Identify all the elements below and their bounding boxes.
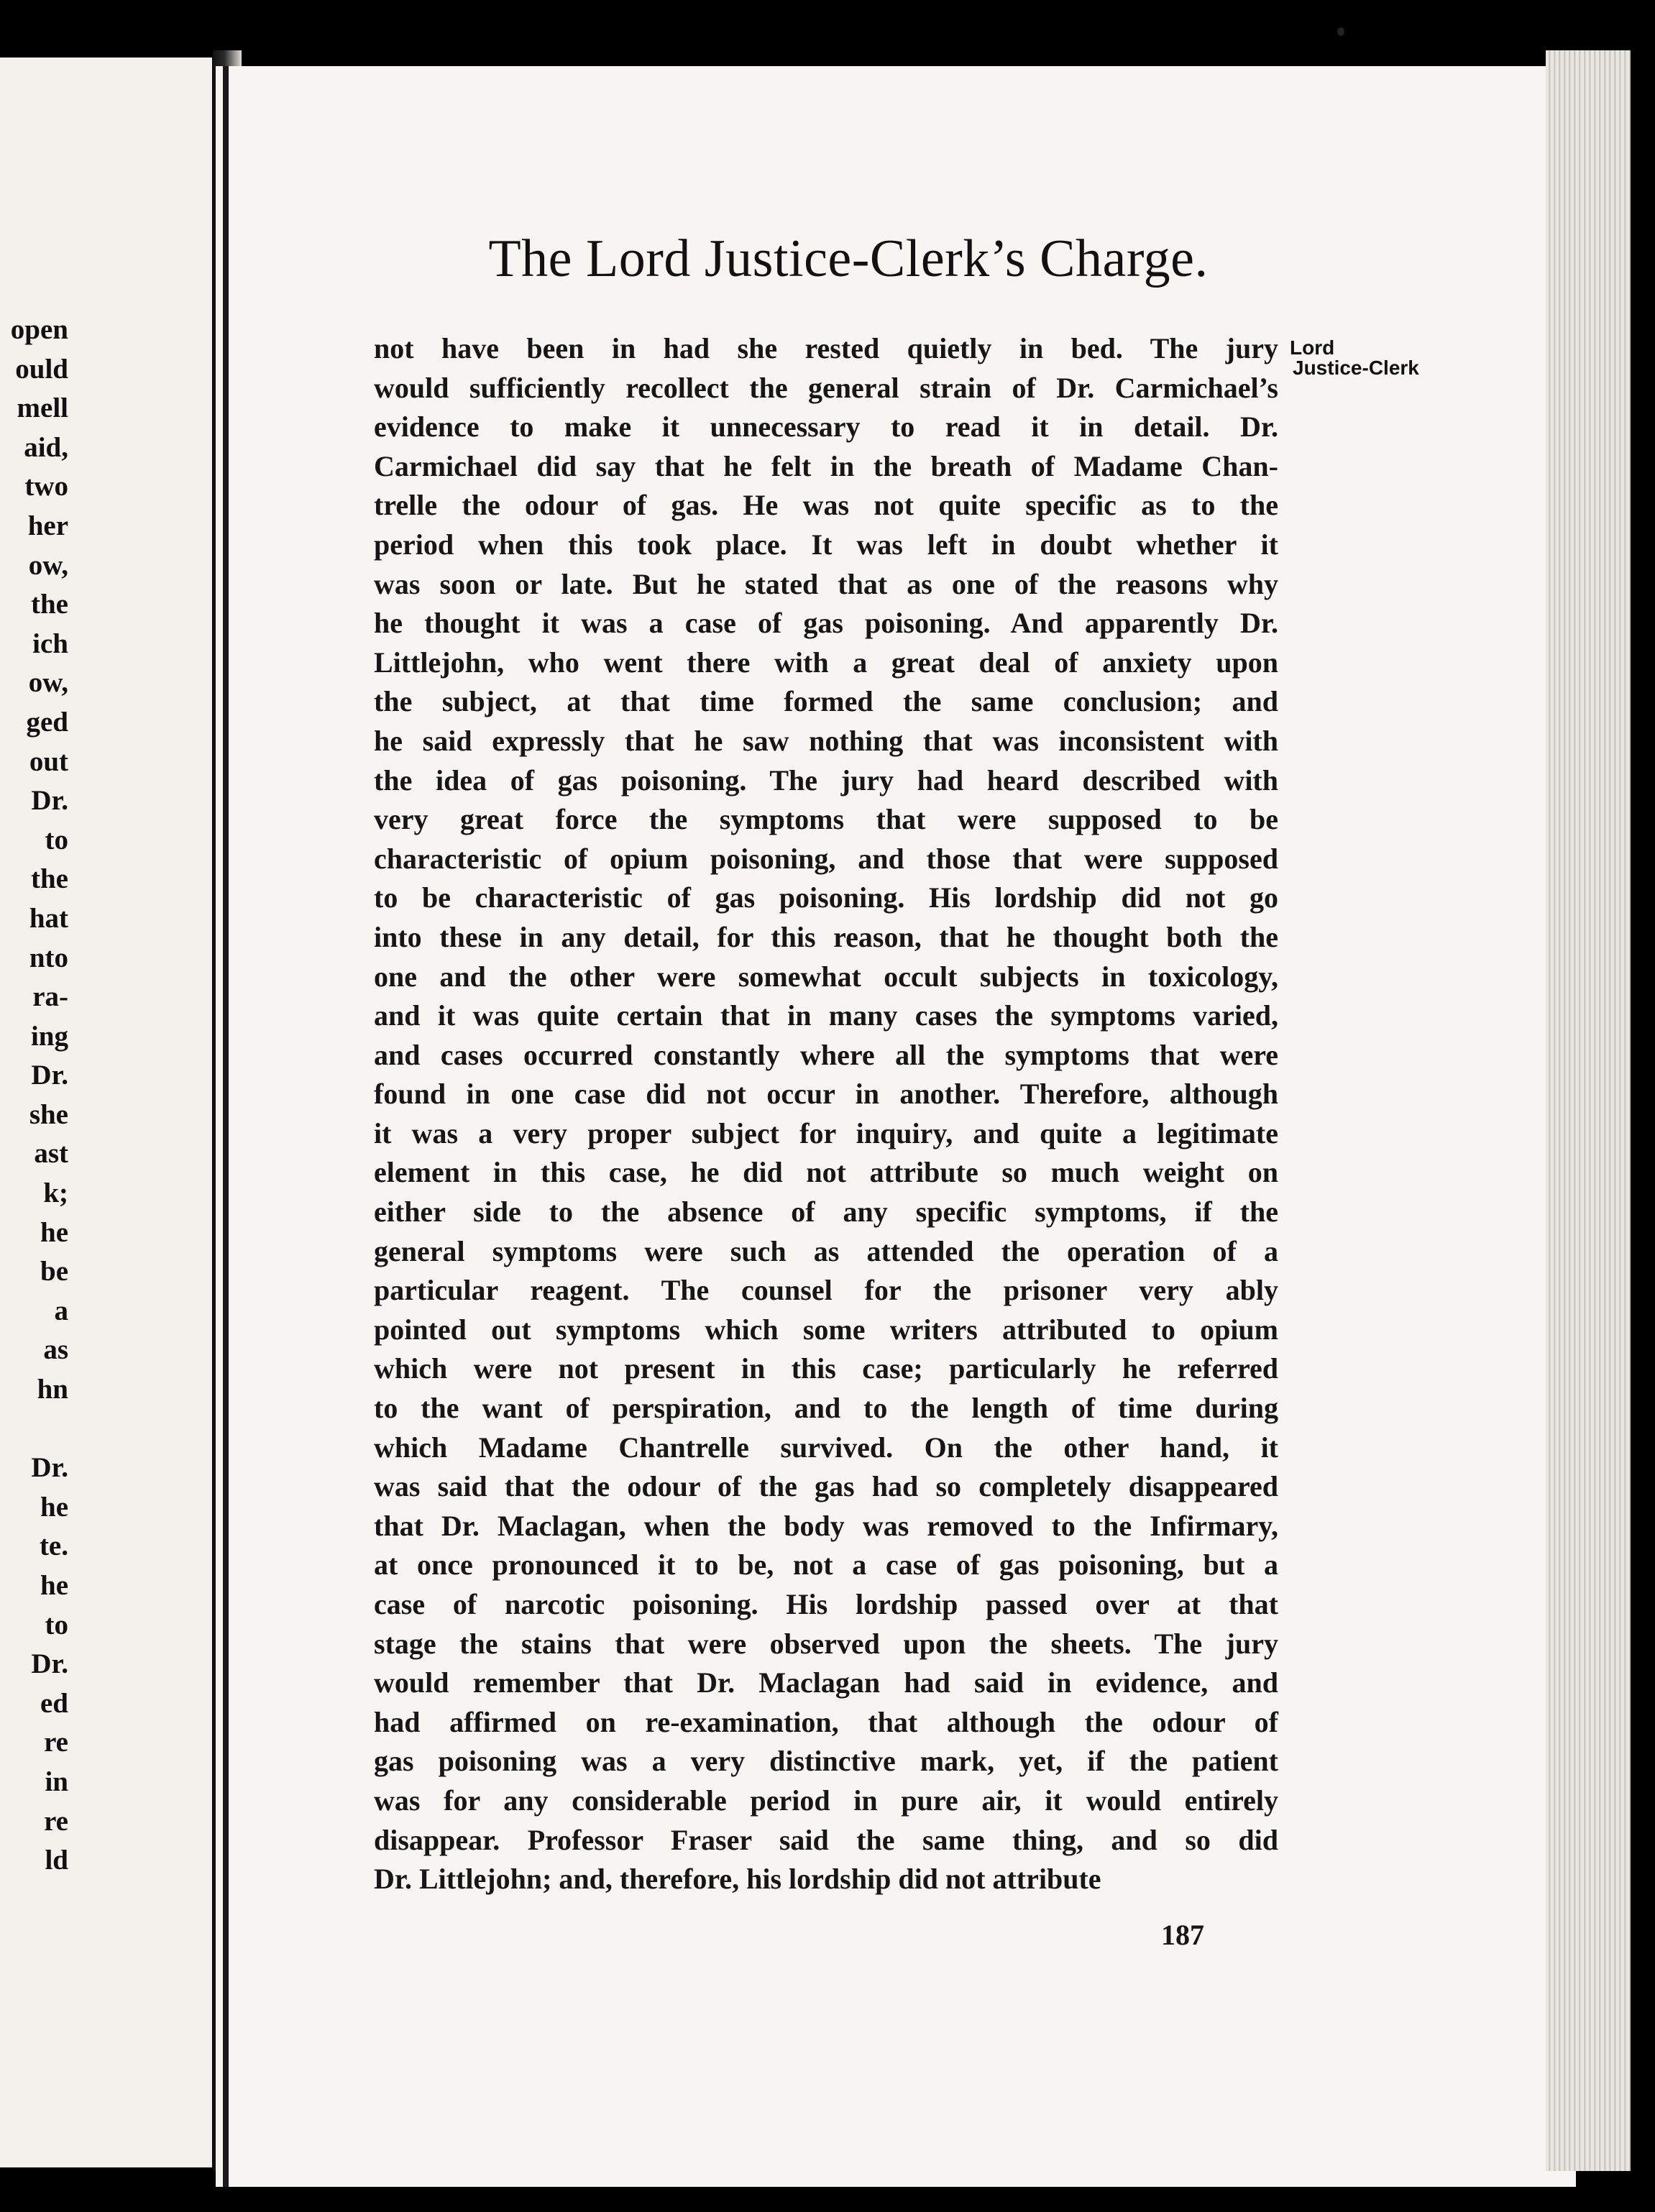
text-line: he said expressly that he saw nothing that was inconsistent with	[374, 724, 1278, 757]
left-fragment-line: he	[40, 1491, 68, 1523]
text-line: particular reagent. The counsel for the prisoner very ably	[374, 1274, 1278, 1307]
dust-speck	[1337, 27, 1344, 36]
left-fragment-line: re	[44, 1727, 68, 1758]
text-line: to the want of perspiration, and to the length of time during	[374, 1392, 1278, 1425]
text-line: element in this case, he did not attribute so much weight on	[374, 1156, 1278, 1189]
text-line: period when this took place. It was left in doubt whether it	[374, 528, 1278, 561]
margin-note-line: Lord	[1290, 336, 1335, 359]
text-line: and it was quite certain that in many cases the symptoms varied,	[374, 999, 1278, 1032]
text-line: either side to the absence of any specific symptoms, if the	[374, 1196, 1278, 1229]
text-line: which were not present in this case; particularly he referred	[374, 1352, 1278, 1385]
body-text	[374, 329, 1278, 1899]
text-line: gas poisoning was a very distinctive mark, yet, if the patient	[374, 1745, 1278, 1778]
text-line: not have been in had she rested quietly in bed. The jury	[374, 332, 1278, 364]
left-fragment-line: re	[44, 1805, 68, 1837]
left-fragment-line: ow,	[28, 667, 68, 699]
left-fragment-line: out	[29, 745, 68, 777]
margin-note	[1290, 338, 1419, 378]
text-line: disappear. Professor Fraser said the same thing, and so did	[374, 1823, 1278, 1856]
left-fragment-line: as	[43, 1334, 68, 1366]
left-fragment-line: ich	[32, 628, 68, 659]
text-line: would remember that Dr. Maclagan had said in evidence, and	[374, 1666, 1278, 1699]
text-line: Dr. Littlejohn; and, therefore, his lordship did not attribute	[374, 1863, 1101, 1896]
left-fragment-line: ast	[34, 1138, 68, 1170]
left-fragment-line: hat	[29, 902, 68, 934]
left-page-text-fragments	[0, 311, 68, 1881]
left-fragment-line: to	[45, 1609, 68, 1640]
text-line: very great force the symptoms that were supposed to be	[374, 803, 1278, 836]
text-line: trelle the odour of gas. He was not quite specific as to the	[374, 489, 1278, 522]
margin-note-line: Justice-Clerk	[1293, 357, 1419, 379]
text-line: one and the other were somewhat occult subjects in toxicology,	[374, 960, 1278, 993]
left-fragment-line: ld	[45, 1845, 68, 1876]
left-fragment-line: ra-	[32, 981, 68, 1013]
left-fragment-line: he	[40, 1216, 68, 1248]
text-line: and cases occurred constantly where all the symptoms that were	[374, 1038, 1278, 1071]
text-line: the idea of gas poisoning. The jury had heard described with	[374, 763, 1278, 797]
right-border	[1631, 43, 1655, 2185]
left-fragment-line: ow,	[28, 549, 68, 581]
text-line: was said that the odour of the gas had so completely disappeared	[374, 1470, 1278, 1503]
text-line: found in one case did not occur in another. Therefore, although	[374, 1078, 1278, 1111]
page-title: The Lord Justice-Clerk’s Charge.	[488, 229, 1209, 288]
text-line: at once pronounced it to be, not a case of gas poisoning, but a	[374, 1548, 1278, 1582]
spine-shadow	[223, 66, 229, 2187]
left-fragment-line: in	[45, 1766, 68, 1797]
text-line: Littlejohn, who went there with a great deal of anxiety upon	[374, 646, 1278, 679]
left-fragment-line: be	[40, 1256, 68, 1288]
left-fragment-line: Dr.	[31, 785, 68, 817]
left-fragment-line: hn	[37, 1374, 68, 1405]
left-fragment-line: her	[27, 510, 68, 541]
text-line: into these in any detail, for this reason, that he thought both the	[374, 920, 1278, 953]
left-fragment-line: open	[10, 314, 68, 345]
left-fragment-line: nto	[29, 942, 68, 973]
text-line: evidence to make it unnecessary to read it in detail. Dr.	[374, 410, 1278, 444]
left-fragment-line: Dr.	[31, 1452, 68, 1484]
left-fragment-line	[0, 1410, 68, 1449]
text-line: was for any considerable period in pure air, it would entirely	[374, 1784, 1278, 1817]
left-fragment-line: he	[40, 1570, 68, 1601]
text-line: general symptoms were such as attended the operation of a	[374, 1234, 1278, 1267]
page-number: 187	[1161, 1919, 1204, 1951]
text-line: he thought it was a case of gas poisoning. And apparently Dr.	[374, 607, 1278, 640]
left-fragment-line: to	[45, 824, 68, 855]
left-fragment-line: Dr.	[31, 1060, 68, 1091]
text-line: Carmichael did say that he felt in the breath of Madame Chan-	[374, 449, 1278, 482]
left-fragment-line: aid,	[24, 431, 68, 463]
text-line: was soon or late. But he stated that as one of the reasons why	[374, 567, 1278, 600]
left-fragment-line: she	[29, 1098, 68, 1130]
text-line: pointed out symptoms which some writers attributed to opium	[374, 1313, 1278, 1346]
left-fragment-line: te.	[39, 1530, 68, 1562]
text-line: that Dr. Maclagan, when the body was removed to the Infirmary,	[374, 1509, 1278, 1542]
page-edges	[1546, 50, 1632, 2171]
text-line: it was a very proper subject for inquiry, and quite a legitimate	[374, 1116, 1278, 1149]
left-fragment-line: ould	[15, 353, 68, 385]
text-line: which Madame Chantrelle survived. On the other hand, it	[374, 1431, 1278, 1464]
left-fragment-line: mell	[17, 393, 68, 424]
left-fragment-line: ged	[26, 706, 68, 738]
text-line: characteristic of opium poisoning, and those that were supposed	[374, 842, 1278, 875]
left-fragment-line: the	[31, 863, 68, 895]
text-line: case of narcotic poisoning. His lordship passed over at that	[374, 1588, 1278, 1620]
left-fragment-line: a	[54, 1295, 68, 1326]
left-fragment-line: ed	[40, 1687, 68, 1719]
text-line: stage the stains that were observed upon the sheets. The jury	[374, 1627, 1278, 1660]
text-line: had affirmed on re-examination, that although the odour of	[374, 1705, 1278, 1738]
left-fragment-line: two	[24, 471, 68, 502]
left-fragment-line: Dr.	[31, 1648, 68, 1680]
left-fragment-line: k;	[43, 1178, 68, 1209]
left-fragment-line: ing	[30, 1020, 68, 1052]
left-fragment-line: the	[31, 589, 68, 620]
text-line: the subject, at that time formed the same conclusion; and	[374, 685, 1278, 718]
text-line: would sufficiently recollect the general strain of Dr. Carmichael’s	[374, 371, 1278, 404]
text-line: to be characteristic of gas poisoning. His lordship did not go	[374, 881, 1278, 914]
